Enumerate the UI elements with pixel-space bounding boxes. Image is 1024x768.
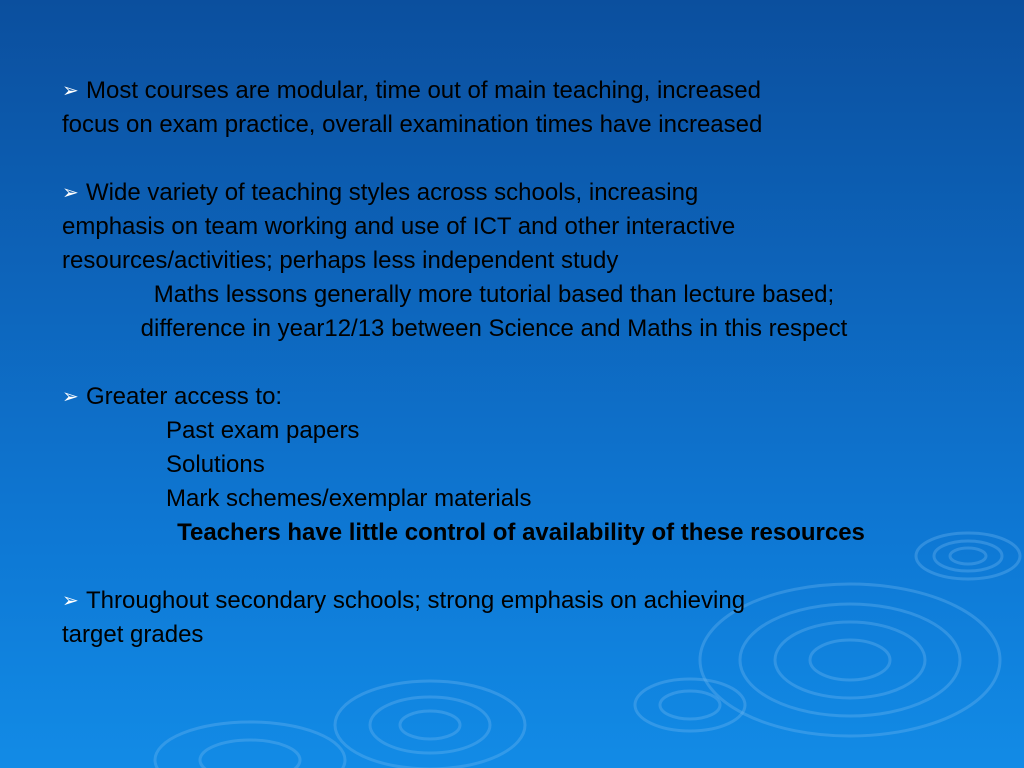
bullet-text: Wide variety of teaching styles across schools, increasing <box>86 179 699 206</box>
arrow-bullet-icon: ➢ <box>62 386 79 408</box>
sub-note-text: Maths lessons generally more tutorial based than lecture based; <box>153 281 835 308</box>
bullet-item-teaching-styles <box>62 176 962 278</box>
spacer <box>62 142 962 176</box>
sub-item: Solutions <box>166 451 265 478</box>
spacer <box>62 346 962 380</box>
bullet-text: emphasis on team working and use of ICT and other interactive <box>62 213 736 240</box>
bullet-text: Most courses are modular, time out of main teaching, increased <box>86 77 761 104</box>
emphasis-note: Teachers have little control of availability of these resources <box>177 519 865 546</box>
sub-item: Past exam papers <box>166 417 360 444</box>
sub-note-text: difference in year12/13 between Science and Maths in this respect <box>140 315 848 342</box>
sub-note-maths-lessons <box>62 278 926 346</box>
bullet-text: Throughout secondary schools; strong emphasis on achieving <box>86 587 746 614</box>
bullet-item-target-grades <box>62 584 962 652</box>
arrow-bullet-icon: ➢ <box>62 590 79 612</box>
bullet-item-greater-access <box>62 380 962 414</box>
slide-content <box>62 74 962 652</box>
bullet-text: resources/activities; perhaps less independent study <box>62 247 619 274</box>
bullet-item-modular-courses <box>62 74 962 142</box>
bullet-text: focus on exam practice, overall examination times have increased <box>62 111 763 138</box>
arrow-bullet-icon: ➢ <box>62 80 79 102</box>
arrow-bullet-icon: ➢ <box>62 182 79 204</box>
bullet-text: target grades <box>62 621 204 648</box>
sub-item: Mark schemes/exemplar materials <box>166 485 532 512</box>
bullet-text: Greater access to: <box>86 383 283 410</box>
spacer <box>62 550 962 584</box>
